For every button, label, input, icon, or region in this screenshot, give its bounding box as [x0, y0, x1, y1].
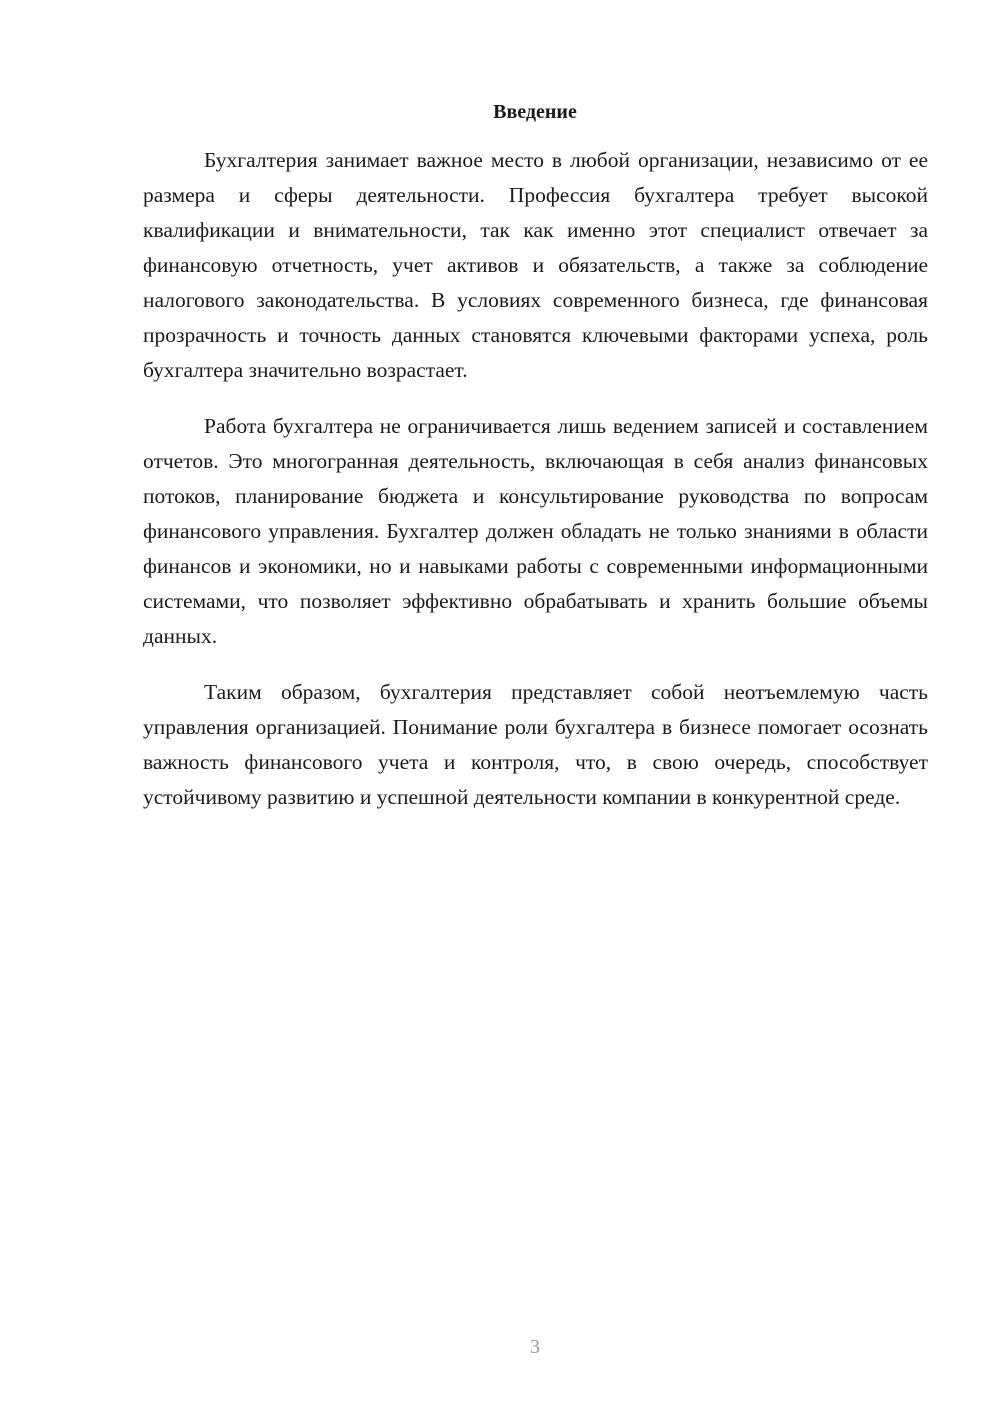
paragraph-2: Работа бухгалтера не ограничивается лишь ведением записей и составлением отчетов. Это многогранная деятельность, включающая в себя анализ финансовых потоков, планирование бюджета и консультирование руководства по вопросам финансового управления. Бухгалтер должен обладать не только знаниями в области финансов и экономики, но и навыками работы с современными информационными системами, что позволяет эффективно обрабатывать и хранить большие объемы данных.: [143, 414, 928, 648]
paragraph-1: Бухгалтерия занимает важное место в любой организации, независимо от ее размера и сферы деятельности. Профессия бухгалтера требует высокой квалификации и внимательности, так как именно этот специалист отвечает за финансовую отчетность, учет активов и обязательств, а также за соблюдение налогового законодательства. В условиях современного бизнеса, где финансовая прозрачность и точность данных становятся ключевыми факторами успеха, роль бухгалтера значительно возрастает.: [143, 148, 928, 382]
page-number: 3: [530, 1336, 540, 1358]
paragraph-3: Таким образом, бухгалтерия представляет собой неотъемлемую часть управления организацией. Понимание роли бухгалтера в бизнесе помогает осознать важность финансового учета и контроля, что, в свою очередь, способствует устойчивому развитию и успешной деятельности компании в конкурентной среде.: [143, 680, 928, 809]
section-title: Введение: [493, 101, 577, 123]
document-body: [143, 143, 928, 836]
